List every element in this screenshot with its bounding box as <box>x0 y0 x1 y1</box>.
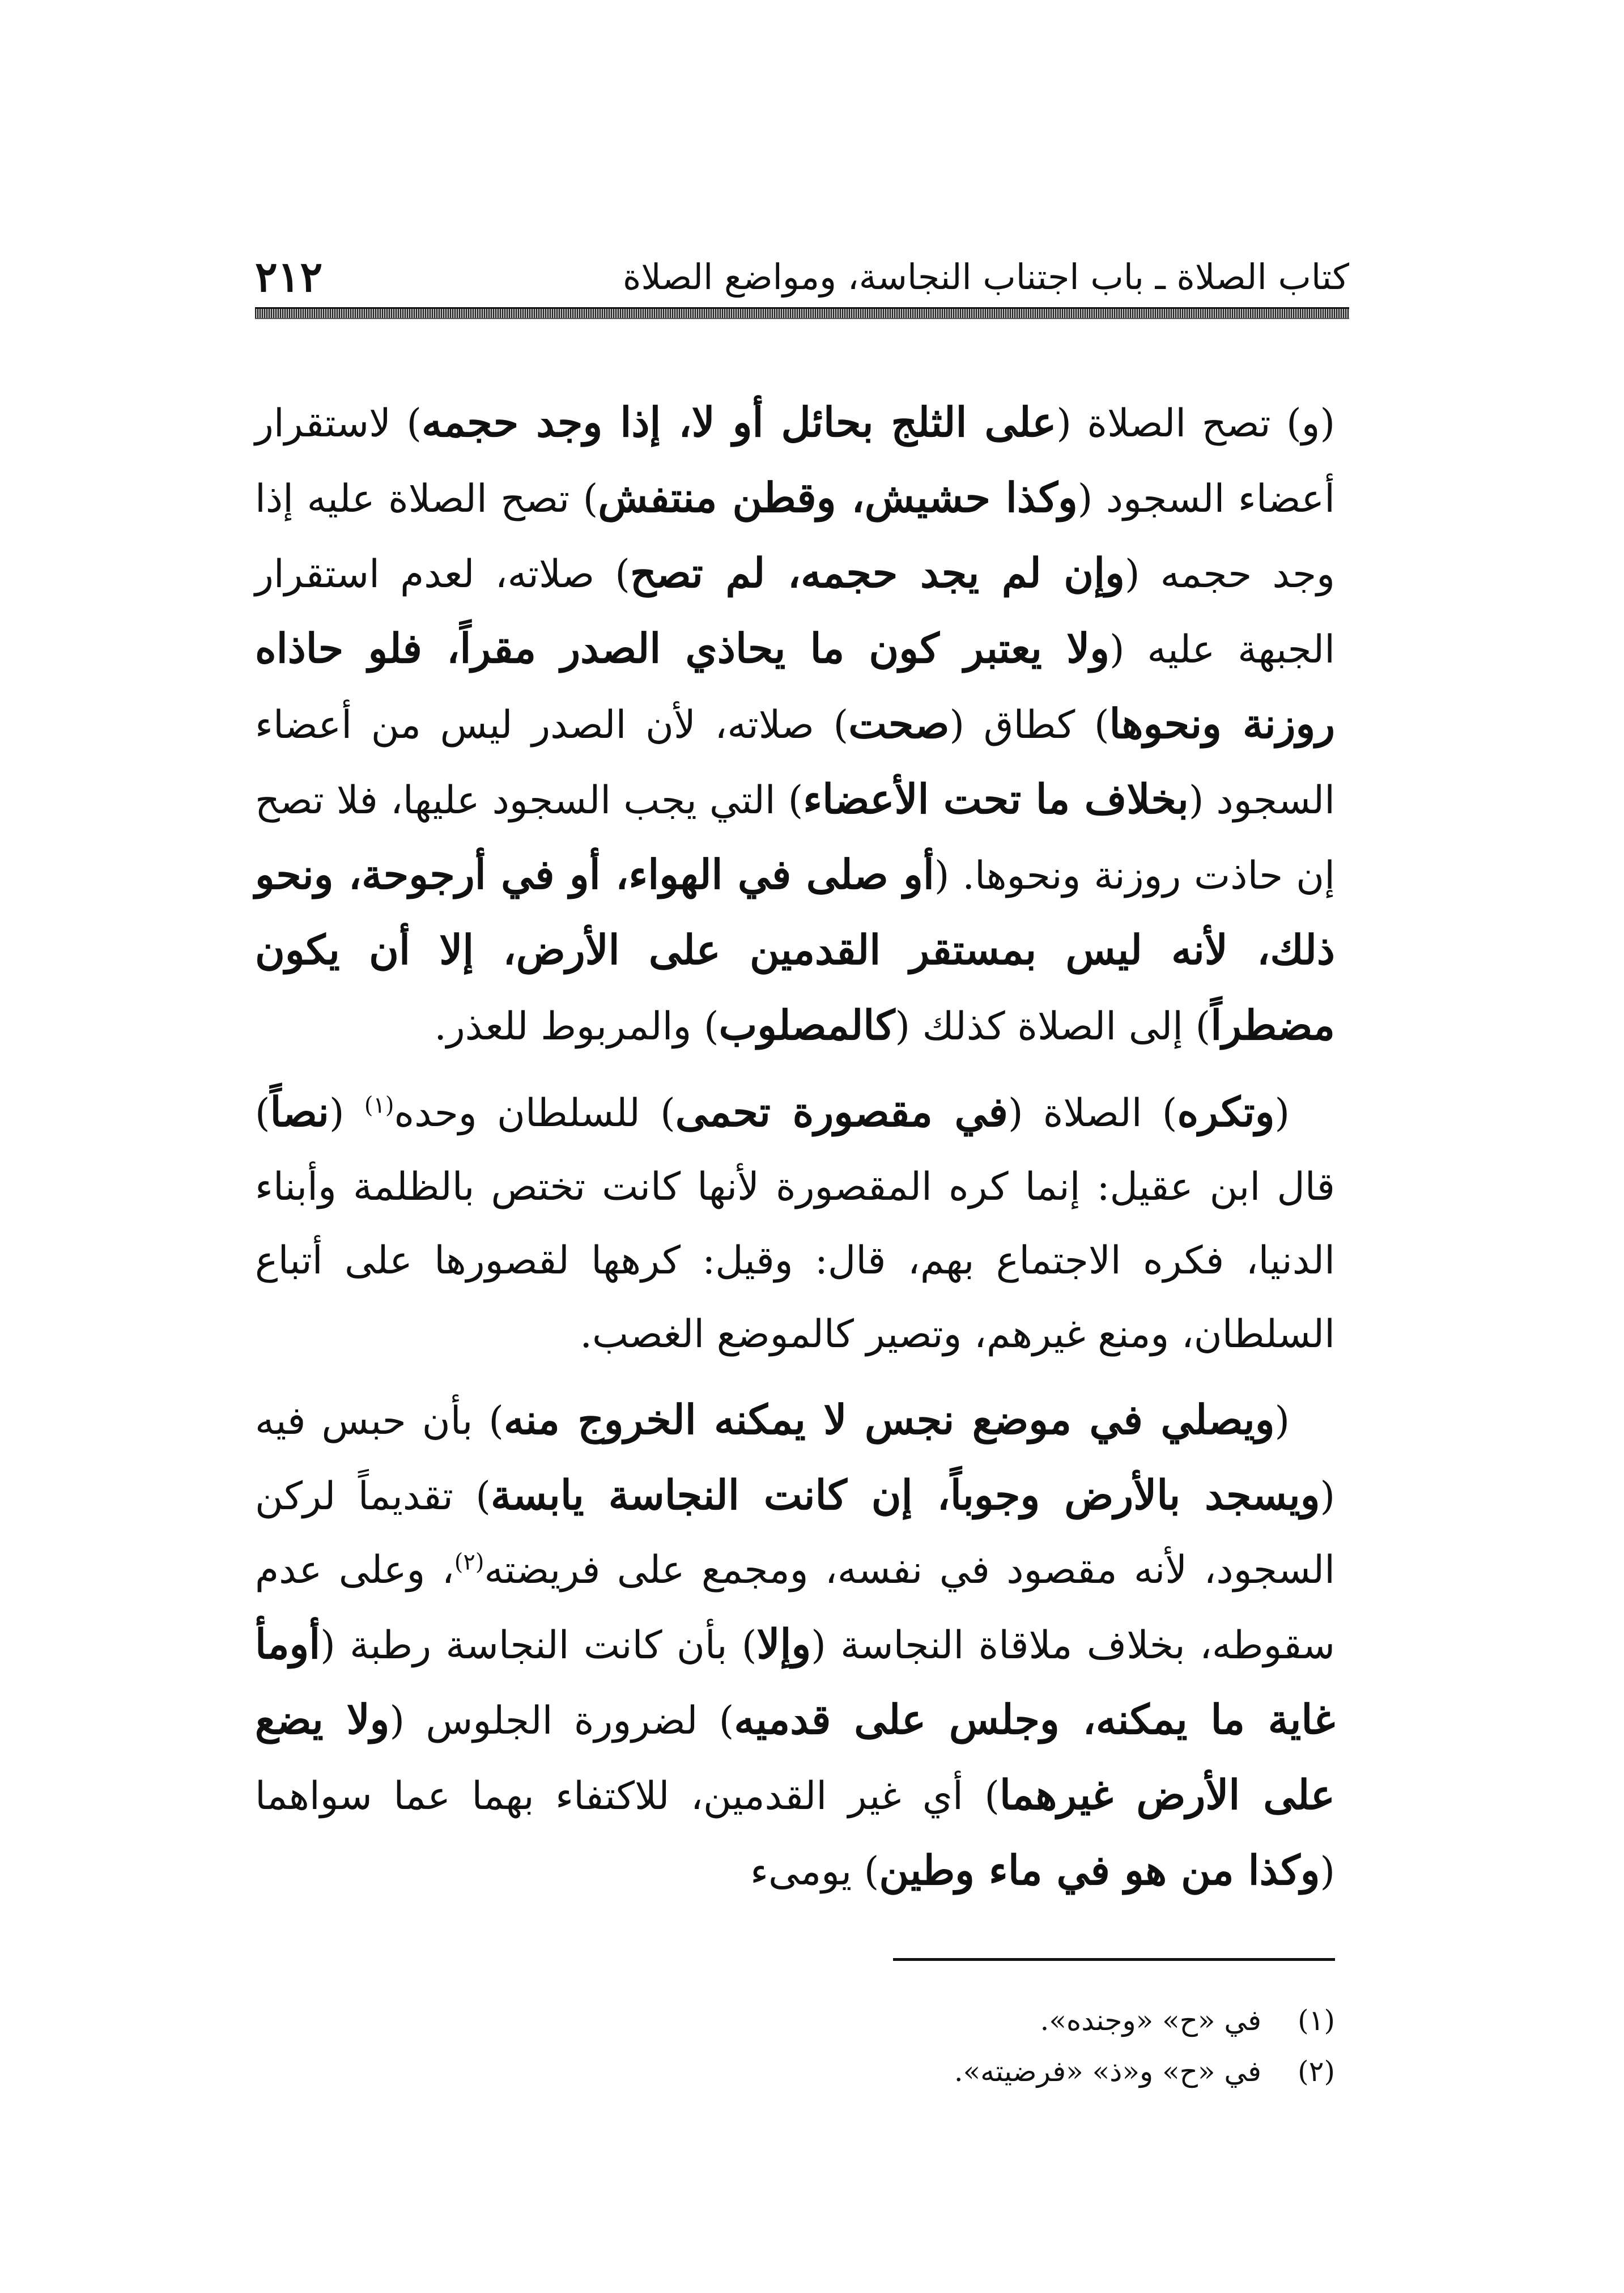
matn-text: ويسجد بالأرض وجوباً، إن كانت النجاسة يابسة <box>490 1471 1320 1519</box>
matn-text: نصاً <box>270 1088 329 1136</box>
sharh-text: ) التي يجب السجود عليها، فلا تصح إن حاذت روزنة ونحوها. ( <box>255 778 1335 898</box>
matn-text: وكذا من هو في ماء وطين <box>879 1846 1320 1894</box>
matn-text: وكذا حشيش، وقطن منتفش <box>598 473 1078 521</box>
sharh-text: ) يومىء <box>750 1849 879 1894</box>
matn-text: وتكره <box>1177 1088 1275 1136</box>
sharh-text: (و) تصح الصلاة ( <box>1056 401 1335 446</box>
matn-text: أو صلى في الهواء، أو في أرجوحة، ونحو ذلك، لأنه ليس بمستقر القدمين على الأرض، إلا أن يكون مضطراً <box>255 850 1335 1049</box>
footnote <box>655 2046 1335 2097</box>
running-header <box>255 238 1349 306</box>
sharh-text: ) صلاته، لعدم استقرار الجبهة عليه ( <box>255 552 1335 672</box>
sharh-text: ( <box>329 1091 364 1136</box>
sharh-text: ) بأن حبس فيه ( <box>255 1399 1335 1519</box>
footnote-divider <box>893 1958 1335 1961</box>
matn-text: وإلا <box>756 1620 811 1668</box>
paragraph <box>255 385 1335 1064</box>
matn-text: وإن لم يجد حجمه، لم تصح <box>630 549 1125 597</box>
paragraph <box>255 1075 1335 1371</box>
matn-text: ولا يعتبر كون ما يحاذي الصدر مقراً، فلو حاذاه روزنة ونحوها <box>255 624 1335 748</box>
sharh-text: ) للسلطان وحده <box>394 1091 675 1136</box>
matn-text: ويصلي في موضع نجس لا يمكنه الخروج منه <box>503 1395 1275 1443</box>
sharh-text: ) كطاق ( <box>949 703 1109 748</box>
sharh-text: ) والمربوط للعذر. <box>434 1004 719 1049</box>
sharh-text: ( <box>1274 1091 1290 1136</box>
matn-text: في مقصورة تحمى <box>675 1088 1008 1136</box>
footnotes <box>655 1995 1335 2097</box>
matn-text: كالمصلوب <box>719 1001 895 1049</box>
chapter-title: كتاب الصلاة ـ باب اجتناب النجاسة، ومواضع الصلاة <box>622 256 1349 298</box>
sharh-text: ) تقديماً لركن السجود، لأنه مقصود في نفسه، ومجمع على فريضته <box>255 1474 1335 1593</box>
sharh-text: ) قال ابن عقيل: إنما كره المقصورة لأنها كانت تختص بالظلمة وأبناء الدنيا، فكره الاجتماع بهم، قال: وقيل: كرهها لقصورها على أتباع السلطان، ومنع غيرهم، وتصير كالموضع الغصب. <box>255 1091 1335 1357</box>
sharh-text: ) لضرورة الجلوس ( <box>389 1698 734 1743</box>
footnote-ref: (١) <box>364 1092 394 1119</box>
matn-text: صحت <box>848 699 950 748</box>
sharh-text: ( <box>1274 1399 1290 1443</box>
sharh-text: ، وعلى عدم سقوطه، بخلاف ملاقاة النجاسة ( <box>255 1548 1336 1668</box>
sharh-text: ) تصح الصلاة عليه إذا وجد حجمه ( <box>255 477 1336 597</box>
paragraph <box>255 1383 1335 1909</box>
footnote-number: (١) <box>1298 2004 1335 2037</box>
main-text <box>255 385 1335 1909</box>
footnote-text: في «ح» «وجنده». <box>1040 2004 1261 2037</box>
page-number: ٢١٢ <box>255 253 323 302</box>
footnote <box>655 1995 1335 2046</box>
sharh-text: ) إلى الصلاة كذلك ( <box>895 1004 1211 1049</box>
sharh-text: ) أي غير القدمين، للاكتفاء بهما عما سواهما ( <box>255 1774 1335 1894</box>
footnote-text: في «ح» و«ذ» «فرضيته». <box>954 2055 1261 2088</box>
sharh-text: ) صلاته، لأن الصدر ليس من أعضاء السجود ( <box>255 703 1335 823</box>
matn-text: على الثلج بحائل أو لا، إذا وجد حجمه <box>422 398 1057 446</box>
matn-text: ولا يضع على الأرض غيرهما <box>255 1695 1335 1819</box>
sharh-text: ) بأن كانت النجاسة رطبة ( <box>320 1623 757 1668</box>
footnote-ref: (٢) <box>454 1549 484 1576</box>
sharh-text: ) الصلاة ( <box>1007 1091 1177 1136</box>
matn-text: بخلاف ما تحت الأعضاء <box>803 775 1189 823</box>
header-divider <box>255 307 1349 319</box>
matn-text: أومأ غاية ما يمكنه، وجلس على قدميه <box>255 1620 1336 1743</box>
sharh-text: ) لاستقرار أعضاء السجود ( <box>255 401 1335 521</box>
footnote-number: (٢) <box>1298 2055 1335 2088</box>
